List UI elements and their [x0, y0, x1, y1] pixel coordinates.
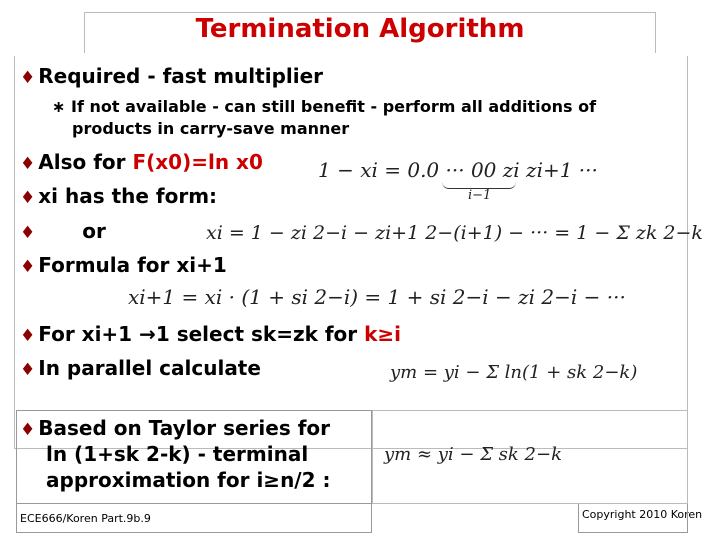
bullet-or [20, 219, 106, 243]
bullet-formula-for [20, 253, 227, 277]
bullet-also-for [20, 150, 263, 174]
bullet-text: : [315, 468, 331, 492]
function-label: F(x0)=ln x0 [132, 150, 263, 174]
diamond-bullet-icon: ♦ [20, 420, 36, 440]
footer-course: ECE666/Koren Part.9b.9 [20, 512, 151, 525]
asterisk-bullet-icon: ∗ [52, 97, 66, 116]
variable-limit: xi+1 →1 [81, 322, 170, 346]
footer-copyright: Copyright 2010 Koren [582, 508, 703, 521]
brace-label: i−1 [468, 188, 492, 203]
variable-xi-plus-1: xi+1 [176, 253, 227, 277]
diamond-bullet-icon: ♦ [20, 257, 36, 277]
bullet-parallel [20, 356, 261, 380]
bullet-text: Required - fast multiplier [38, 64, 324, 88]
bullet-xi-form [20, 184, 217, 208]
bullet-text: Also for [38, 150, 133, 174]
diamond-bullet-icon: ♦ [20, 188, 36, 208]
diamond-bullet-icon: ♦ [20, 154, 36, 174]
bullet-text: has the form: [58, 184, 218, 208]
taylor-line-3 [46, 468, 331, 492]
bullet-taylor [20, 416, 330, 440]
formula-ym-ln: ym = yi − Σ ln(1 + sk 2−k) [390, 362, 638, 383]
bullet-text: for [317, 322, 365, 346]
formula-xi-plus-1: xi+1 = xi · (1 + si 2−i) = 1 + si 2−i − zi 2−i − ··· [128, 285, 626, 309]
condition-i-ge-n2: i≥n/2 [256, 468, 316, 492]
formula-one-minus-xi: 1 − xi = 0.0 ··· 00 zi zi+1 ··· [318, 158, 598, 182]
bullet-text: Based on Taylor series for [38, 416, 331, 440]
sub-bullet [52, 97, 596, 116]
sub-bullet-line: If not available - can still benefit - perform all additions of [70, 97, 597, 116]
variable-sk: sk=zk [250, 322, 318, 346]
bullet-select-sk [20, 322, 401, 346]
diamond-bullet-icon: ♦ [20, 68, 36, 88]
bullet-text: approximation for [46, 468, 257, 492]
bullet-text: For [38, 322, 82, 346]
condition-k-ge-i: k≥i [364, 322, 402, 346]
sub-bullet-line-2: products in carry-save manner [72, 119, 350, 138]
diamond-bullet-icon: ♦ [20, 360, 36, 380]
slide-title: Termination Algorithm [195, 14, 525, 44]
bullet-text: select [169, 322, 251, 346]
variable-xi: xi [38, 184, 59, 208]
diamond-bullet-icon: ♦ [20, 223, 36, 243]
footer-right-frame [578, 504, 688, 533]
bullet-text: or [82, 219, 106, 243]
bullet-text: In parallel calculate [38, 356, 261, 380]
diamond-bullet-icon: ♦ [20, 326, 36, 346]
taylor-line-2: ln (1+sk 2-k) - terminal [46, 442, 309, 466]
bullet-required [20, 64, 323, 88]
formula-xi-expansion: xi = 1 − zi 2−i − zi+1 2−(i+1) − ··· = 1 − Σ zk 2−k [206, 222, 703, 244]
formula-ym-approx: ym ≈ yi − Σ sk 2−k [384, 444, 562, 465]
bullet-text: Formula for [38, 253, 177, 277]
